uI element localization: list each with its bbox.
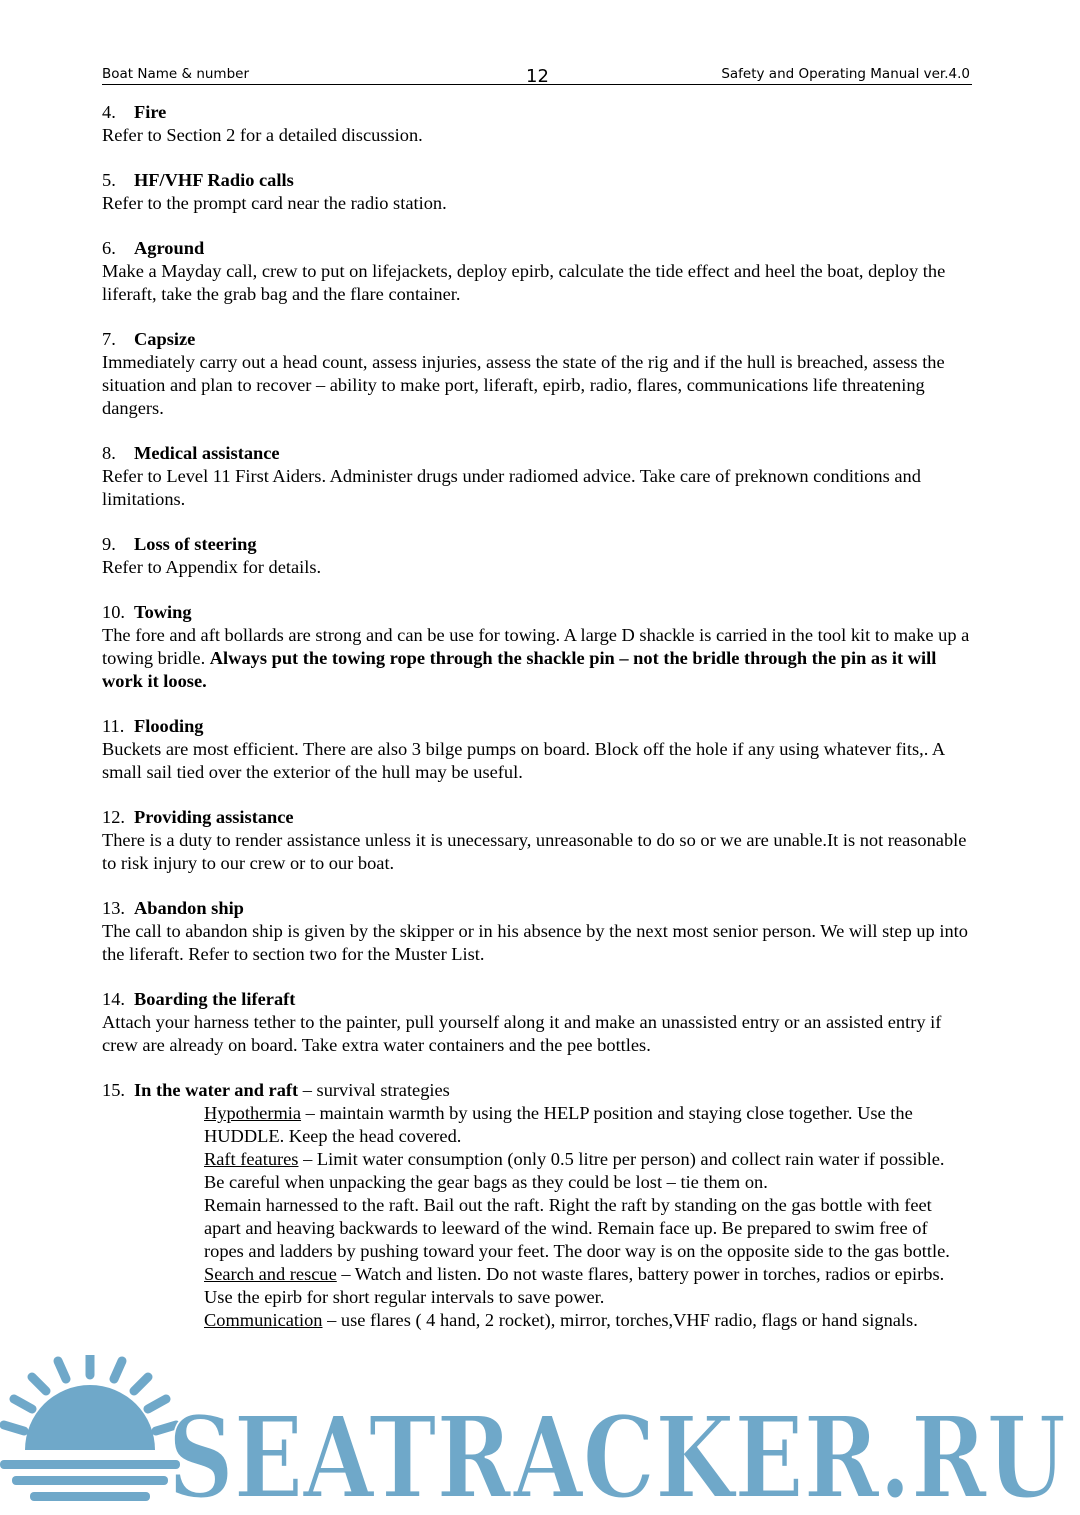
- item-text: Remain harnessed to the raft. Bail out the raft. Right the raft by standing on the gas bottle with feet apart and heaving backwards to leeward of the wind. Remain face up. Be prepared to swim free of ropes and ladders by pushing toward your feet. The door way is on the opposite side to the gas bottle.: [204, 1195, 950, 1261]
- section-number: 14.: [102, 989, 125, 1009]
- page-header: [102, 62, 972, 85]
- section-body: Refer to Level 11 First Aiders. Administer drugs under radiomed advice. Take care of preknown conditions and limitations.: [102, 466, 921, 509]
- section-radio-calls: [102, 169, 972, 215]
- item-label: Raft features: [204, 1149, 299, 1169]
- survival-item-gear-bags: [204, 1171, 972, 1194]
- page-number: 12: [526, 66, 549, 87]
- item-text: – Limit water consumption (only 0.5 litre per person) and collect rain water if possible.: [298, 1149, 945, 1169]
- survival-item-hypothermia: [204, 1102, 972, 1148]
- section-body: [102, 624, 972, 693]
- section-title: Flooding: [134, 716, 204, 736]
- item-label: Hypothermia: [204, 1103, 302, 1123]
- section-title: Aground: [134, 238, 205, 258]
- section-body: There is a duty to render assistance unless it is unecessary, unreasonable to do so or we are unable.It is not reasonable to risk injury to our crew or to our boat.: [102, 830, 967, 873]
- section-number: 5.: [102, 170, 116, 190]
- survival-item-raft-features: [204, 1148, 972, 1171]
- item-text: – maintain warmth by using the HELP position and staying close together. Use the HUDDLE. Keep the head covered.: [204, 1103, 913, 1146]
- survival-item-harness: [204, 1194, 972, 1263]
- section-number: 12.: [102, 807, 125, 827]
- section-number: 10.: [102, 602, 125, 622]
- section-title: In the water and raft: [134, 1080, 299, 1100]
- section-number: 4.: [102, 102, 116, 122]
- section-title: Providing assistance: [134, 807, 294, 827]
- section-loss-of-steering: [102, 533, 972, 579]
- header-boat-name: Boat Name & number: [102, 66, 250, 82]
- section-number: 13.: [102, 898, 125, 918]
- section-title: Capsize: [134, 329, 196, 349]
- section-body: Refer to the prompt card near the radio station.: [102, 193, 447, 213]
- section-aground: [102, 237, 972, 306]
- section-body: Make a Mayday call, crew to put on lifejackets, deploy epirb, calculate the tide effect and heel the boat, deploy the liferaft, take the grab bag and the flare container.: [102, 261, 946, 304]
- survival-item-communication: [204, 1309, 972, 1332]
- section-number: 6.: [102, 238, 116, 258]
- section-number: 15.: [102, 1080, 125, 1100]
- watermark-text: SEATRACKER.RU: [168, 1393, 1066, 1515]
- section-survival-strategies: [102, 1079, 972, 1332]
- section-title: Fire: [134, 102, 167, 122]
- item-text: – use flares ( 4 hand, 2 rocket), mirror, torches,VHF radio, flags or hand signals.: [322, 1310, 918, 1330]
- towing-warning: Always put the towing rope through the shackle pin – not the bridle through the pin as it will work it loose.: [102, 648, 937, 691]
- section-body: Immediately carry out a head count, assess injuries, assess the state of the rig and if the hull is breached, assess the situation and plan to recover – ability to make port, liferaft, epirb, radio, flares, communications life threatening dangers.: [102, 352, 945, 418]
- section-subtitle: – survival strategies: [298, 1080, 450, 1100]
- section-number: 11.: [102, 716, 125, 736]
- section-body: The call to abandon ship is given by the skipper or in his absence by the next most senior person. We will step up into the liferaft. Refer to section two for the Muster List.: [102, 921, 968, 964]
- section-body: Buckets are most efficient. There are also 3 bilge pumps on board. Block off the hole if any using whatever fits,. A small sail tied over the exterior of the hull may be useful.: [102, 739, 945, 782]
- sun-logo-icon: [0, 1355, 180, 1501]
- section-title: Towing: [134, 602, 192, 622]
- section-providing-assistance: [102, 806, 972, 875]
- section-title: Medical assistance: [134, 443, 280, 463]
- section-body: Refer to Section 2 for a detailed discussion.: [102, 125, 423, 145]
- watermark: [0, 1355, 1080, 1515]
- section-number: 9.: [102, 534, 116, 554]
- section-title: HF/VHF Radio calls: [134, 170, 294, 190]
- document-body: [102, 101, 972, 1354]
- section-body: Refer to Appendix for details.: [102, 557, 322, 577]
- item-text: Be careful when unpacking the gear bags as they could be lost – tie them on.: [204, 1172, 768, 1192]
- survival-item-search-rescue: [204, 1263, 972, 1309]
- section-capsize: [102, 328, 972, 420]
- item-text: – Watch and listen. Do not waste flares, battery power in torches, radios or epirbs. Use the epirb for short regular intervals to save power.: [204, 1264, 945, 1307]
- section-title: Boarding the liferaft: [134, 989, 296, 1009]
- item-label: Communication: [204, 1310, 323, 1330]
- header-manual-title: Safety and Operating Manual ver.4.0: [721, 66, 970, 82]
- section-number: 7.: [102, 329, 116, 349]
- section-medical-assistance: [102, 442, 972, 511]
- section-fire: [102, 101, 972, 147]
- item-label: Search and rescue: [204, 1264, 337, 1284]
- section-title: Abandon ship: [134, 898, 244, 918]
- section-towing: [102, 601, 972, 693]
- section-body: Attach your harness tether to the painter, pull yourself along it and make an unassisted entry or an assisted entry if crew are already on board. Take extra water containers and the pee bottles.: [102, 1012, 942, 1055]
- section-boarding-liferaft: [102, 988, 972, 1057]
- section-title: Loss of steering: [134, 534, 257, 554]
- section-number: 8.: [102, 443, 116, 463]
- section-abandon-ship: [102, 897, 972, 966]
- section-flooding: [102, 715, 972, 784]
- section-body-text: The fore and aft bollards are strong and can be use for towing. A large D shackle is carried in the tool kit to make up a towing bridle.: [102, 625, 970, 668]
